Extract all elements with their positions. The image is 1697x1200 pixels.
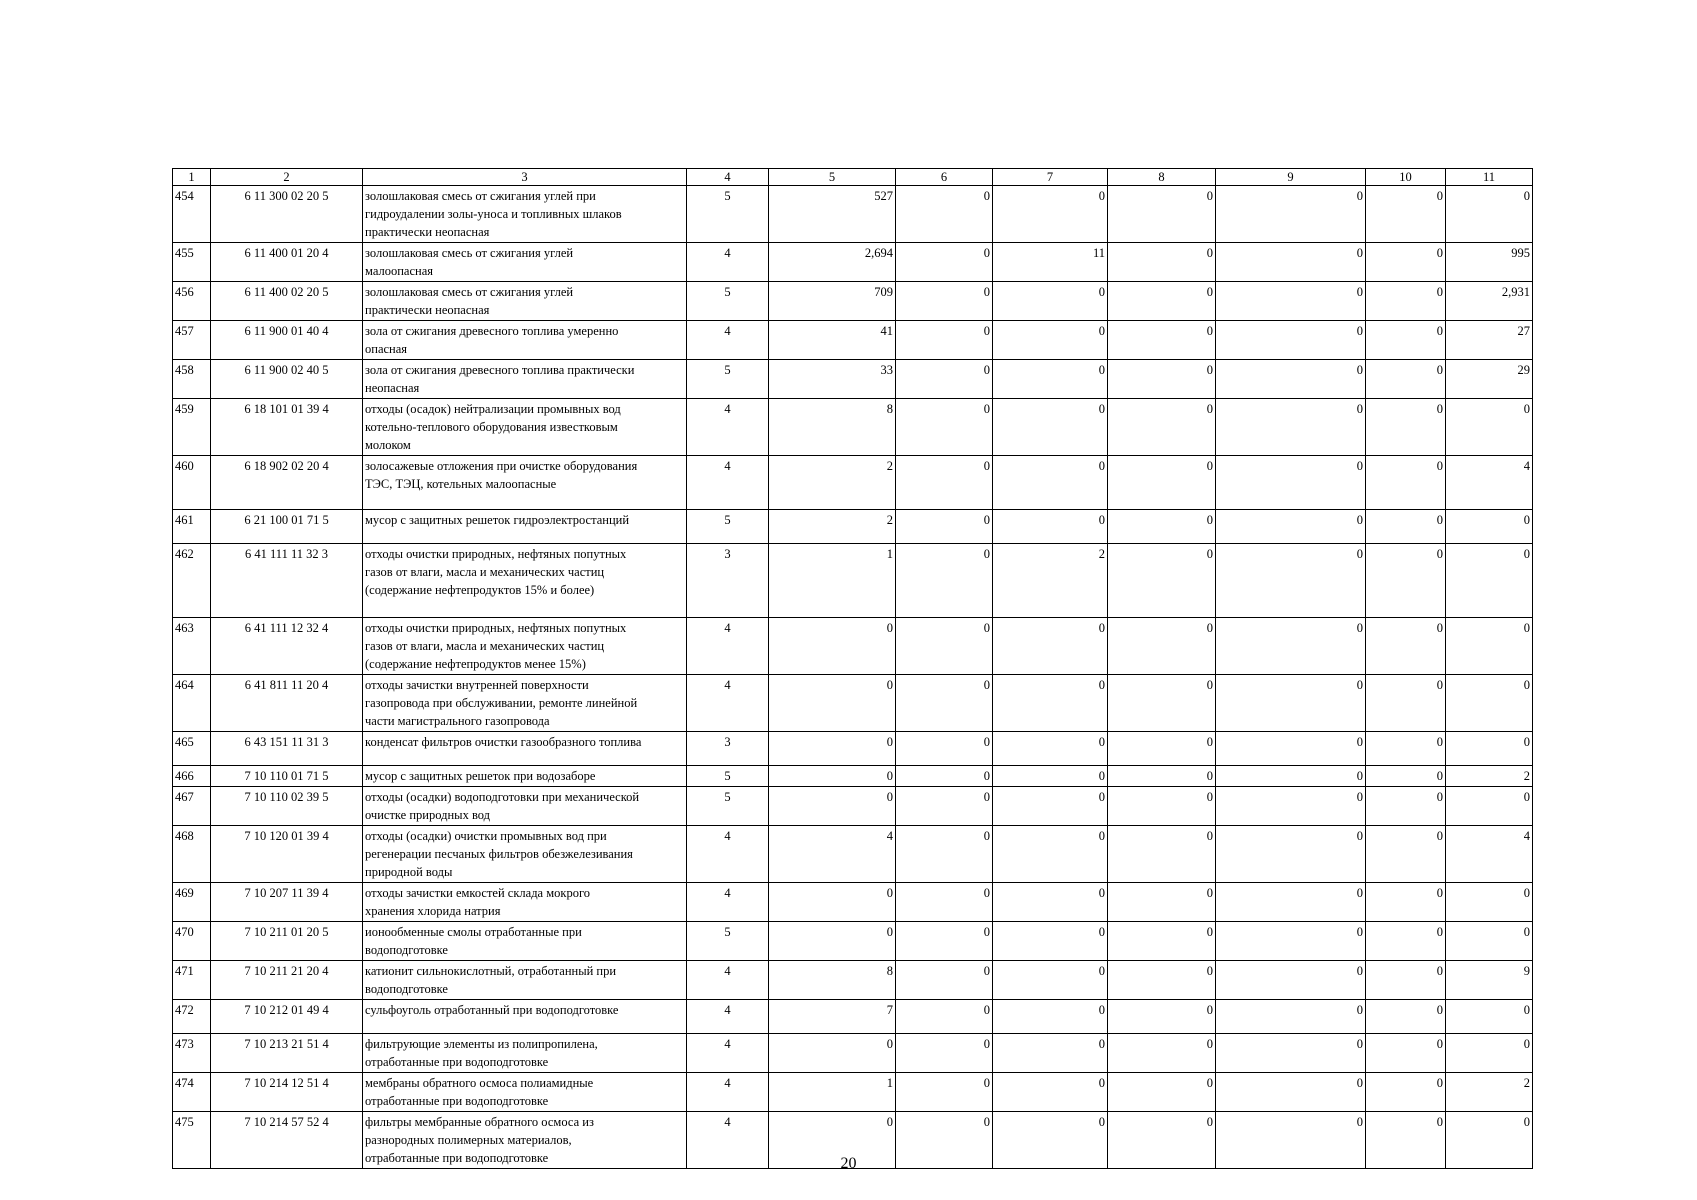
row-number-cell: 466 [173,766,211,787]
value-cell-11: 0 [1446,544,1533,618]
row-number-cell: 467 [173,787,211,826]
hazard-class-cell: 4 [687,883,769,922]
table-row [173,399,1533,456]
value-cell-11: 0 [1446,922,1533,961]
value-cell-6: 0 [896,510,993,544]
value-cell-8: 0 [1108,826,1216,883]
table-row [173,961,1533,1000]
waste-code-cell: 6 11 900 01 40 4 [211,321,363,360]
value-cell-10: 0 [1366,883,1446,922]
waste-code-cell: 6 18 101 01 39 4 [211,399,363,456]
value-cell-8: 0 [1108,186,1216,243]
value-cell-5: 41 [769,321,896,360]
value-cell-7: 0 [993,787,1108,826]
waste-code-cell: 6 41 111 12 32 4 [211,618,363,675]
value-cell-9: 0 [1216,321,1366,360]
value-cell-7: 0 [993,961,1108,1000]
value-cell-10: 0 [1366,321,1446,360]
waste-code-cell: 6 43 151 11 31 3 [211,732,363,766]
value-cell-10: 0 [1366,732,1446,766]
value-cell-5: 527 [769,186,896,243]
waste-name-cell: катионит сильнокислотный, отработанный при водоподготовке [363,961,687,1000]
value-cell-7: 0 [993,456,1108,510]
value-cell-9: 0 [1216,399,1366,456]
value-cell-9: 0 [1216,282,1366,321]
value-cell-11: 0 [1446,1000,1533,1034]
table-row [173,1000,1533,1034]
waste-table [172,168,1533,1169]
value-cell-9: 0 [1216,766,1366,787]
value-cell-8: 0 [1108,883,1216,922]
value-cell-6: 0 [896,1112,993,1169]
value-cell-11: 0 [1446,399,1533,456]
value-cell-6: 0 [896,1000,993,1034]
value-cell-8: 0 [1108,618,1216,675]
value-cell-5: 8 [769,961,896,1000]
value-cell-7: 0 [993,1000,1108,1034]
value-cell-9: 0 [1216,618,1366,675]
value-cell-7: 0 [993,1112,1108,1169]
value-cell-10: 0 [1366,1112,1446,1169]
column-header: 3 [363,169,687,186]
waste-code-cell: 6 41 111 11 32 3 [211,544,363,618]
waste-code-cell: 7 10 214 12 51 4 [211,1073,363,1112]
value-cell-10: 0 [1366,544,1446,618]
value-cell-8: 0 [1108,456,1216,510]
column-header: 5 [769,169,896,186]
value-cell-8: 0 [1108,360,1216,399]
waste-code-cell: 6 21 100 01 71 5 [211,510,363,544]
value-cell-6: 0 [896,1034,993,1073]
column-header: 4 [687,169,769,186]
value-cell-6: 0 [896,787,993,826]
value-cell-5: 2 [769,510,896,544]
value-cell-11: 0 [1446,186,1533,243]
table-row [173,456,1533,510]
value-cell-5: 0 [769,618,896,675]
value-cell-7: 0 [993,321,1108,360]
value-cell-5: 1 [769,1073,896,1112]
table-row [173,732,1533,766]
value-cell-6: 0 [896,321,993,360]
value-cell-6: 0 [896,732,993,766]
waste-name-cell: мусор с защитных решеток при водозаборе [363,766,687,787]
hazard-class-cell: 5 [687,922,769,961]
value-cell-10: 0 [1366,282,1446,321]
value-cell-6: 0 [896,766,993,787]
row-number-cell: 475 [173,1112,211,1169]
value-cell-10: 0 [1366,1000,1446,1034]
value-cell-7: 0 [993,922,1108,961]
value-cell-11: 0 [1446,732,1533,766]
value-cell-11: 9 [1446,961,1533,1000]
value-cell-7: 0 [993,360,1108,399]
value-cell-9: 0 [1216,510,1366,544]
value-cell-11: 0 [1446,1112,1533,1169]
value-cell-9: 0 [1216,675,1366,732]
hazard-class-cell: 4 [687,456,769,510]
value-cell-9: 0 [1216,1034,1366,1073]
value-cell-10: 0 [1366,399,1446,456]
value-cell-6: 0 [896,544,993,618]
column-header: 8 [1108,169,1216,186]
waste-code-cell: 6 11 300 02 20 5 [211,186,363,243]
value-cell-5: 2 [769,456,896,510]
value-cell-11: 2 [1446,766,1533,787]
hazard-class-cell: 4 [687,1073,769,1112]
value-cell-9: 0 [1216,456,1366,510]
value-cell-8: 0 [1108,1000,1216,1034]
value-cell-6: 0 [896,186,993,243]
value-cell-11: 29 [1446,360,1533,399]
hazard-class-cell: 5 [687,766,769,787]
value-cell-5: 0 [769,675,896,732]
hazard-class-cell: 4 [687,243,769,282]
row-number-cell: 455 [173,243,211,282]
value-cell-10: 0 [1366,1034,1446,1073]
table-row [173,510,1533,544]
value-cell-11: 0 [1446,883,1533,922]
value-cell-8: 0 [1108,732,1216,766]
value-cell-8: 0 [1108,1112,1216,1169]
table-row [173,922,1533,961]
value-cell-7: 0 [993,732,1108,766]
waste-name-cell: сульфоуголь отработанный при водоподготовке [363,1000,687,1034]
value-cell-6: 0 [896,618,993,675]
column-header: 1 [173,169,211,186]
value-cell-8: 0 [1108,282,1216,321]
value-cell-10: 0 [1366,243,1446,282]
value-cell-6: 0 [896,282,993,321]
value-cell-8: 0 [1108,510,1216,544]
hazard-class-cell: 3 [687,732,769,766]
hazard-class-cell: 5 [687,360,769,399]
value-cell-9: 0 [1216,883,1366,922]
value-cell-11: 995 [1446,243,1533,282]
waste-name-cell: фильтрующие элементы из полипропилена, отработанные при водоподготовке [363,1034,687,1073]
hazard-class-cell: 5 [687,787,769,826]
page-number: 20 [840,1155,857,1172]
waste-code-cell: 7 10 211 21 20 4 [211,961,363,1000]
hazard-class-cell: 4 [687,321,769,360]
waste-code-cell: 7 10 213 21 51 4 [211,1034,363,1073]
hazard-class-cell: 4 [687,1034,769,1073]
table-row [173,1073,1533,1112]
value-cell-9: 0 [1216,360,1366,399]
waste-name-cell: отходы очистки природных, нефтяных попутных газов от влаги, масла и механических частиц (содержание нефтепродуктов менее 15%) [363,618,687,675]
value-cell-11: 4 [1446,826,1533,883]
value-cell-11: 0 [1446,675,1533,732]
table-row [173,321,1533,360]
value-cell-10: 0 [1366,618,1446,675]
value-cell-10: 0 [1366,922,1446,961]
row-number-cell: 457 [173,321,211,360]
hazard-class-cell: 5 [687,282,769,321]
table-row [173,360,1533,399]
hazard-class-cell: 4 [687,1000,769,1034]
waste-name-cell: отходы (осадок) нейтрализации промывных вод котельно-теплового оборудования известковым молоком [363,399,687,456]
value-cell-6: 0 [896,922,993,961]
waste-code-cell: 6 11 400 01 20 4 [211,243,363,282]
value-cell-11: 0 [1446,1034,1533,1073]
value-cell-5: 0 [769,883,896,922]
value-cell-6: 0 [896,961,993,1000]
value-cell-10: 0 [1366,766,1446,787]
value-cell-9: 0 [1216,1073,1366,1112]
waste-name-cell: мембраны обратного осмоса полиамидные отработанные при водоподготовке [363,1073,687,1112]
waste-code-cell: 6 18 902 02 20 4 [211,456,363,510]
column-header: 6 [896,169,993,186]
value-cell-8: 0 [1108,321,1216,360]
row-number-cell: 463 [173,618,211,675]
row-number-cell: 468 [173,826,211,883]
waste-name-cell: конденсат фильтров очистки газообразного топлива [363,732,687,766]
value-cell-11: 2,931 [1446,282,1533,321]
column-header: 2 [211,169,363,186]
table-row [173,826,1533,883]
row-number-cell: 456 [173,282,211,321]
hazard-class-cell: 4 [687,1112,769,1169]
row-number-cell: 469 [173,883,211,922]
column-header: 10 [1366,169,1446,186]
value-cell-5: 7 [769,1000,896,1034]
waste-name-cell: отходы очистки природных, нефтяных попутных газов от влаги, масла и механических частиц (содержание нефтепродуктов 15% и более) [363,544,687,618]
value-cell-10: 0 [1366,1073,1446,1112]
value-cell-11: 27 [1446,321,1533,360]
waste-name-cell: золосажевые отложения при очистке оборудования ТЭС, ТЭЦ, котельных малоопасные [363,456,687,510]
waste-name-cell: золошлаковая смесь от сжигания углей практически неопасная [363,282,687,321]
row-number-cell: 458 [173,360,211,399]
value-cell-5: 4 [769,826,896,883]
waste-code-cell: 7 10 110 01 71 5 [211,766,363,787]
waste-name-cell: отходы зачистки внутренней поверхности газопровода при обслуживании, ремонте линейной части магистрального газопровода [363,675,687,732]
value-cell-7: 0 [993,1073,1108,1112]
row-number-cell: 459 [173,399,211,456]
row-number-cell: 472 [173,1000,211,1034]
waste-name-cell: отходы (осадки) водоподготовки при механической очистке природных вод [363,787,687,826]
value-cell-5: 709 [769,282,896,321]
value-cell-6: 0 [896,360,993,399]
header-row [173,169,1533,186]
value-cell-5: 2,694 [769,243,896,282]
value-cell-10: 0 [1366,826,1446,883]
value-cell-7: 0 [993,186,1108,243]
value-cell-8: 0 [1108,675,1216,732]
value-cell-5: 0 [769,1112,896,1169]
value-cell-10: 0 [1366,961,1446,1000]
value-cell-7: 11 [993,243,1108,282]
value-cell-10: 0 [1366,787,1446,826]
row-number-cell: 471 [173,961,211,1000]
value-cell-9: 0 [1216,544,1366,618]
column-header: 9 [1216,169,1366,186]
hazard-class-cell: 4 [687,399,769,456]
table-row [173,186,1533,243]
row-number-cell: 460 [173,456,211,510]
waste-code-cell: 7 10 120 01 39 4 [211,826,363,883]
value-cell-5: 33 [769,360,896,399]
value-cell-8: 0 [1108,243,1216,282]
waste-code-cell: 7 10 207 11 39 4 [211,883,363,922]
table-row [173,766,1533,787]
table-row [173,618,1533,675]
waste-code-cell: 7 10 214 57 52 4 [211,1112,363,1169]
value-cell-10: 0 [1366,510,1446,544]
waste-code-cell: 6 41 811 11 20 4 [211,675,363,732]
value-cell-9: 0 [1216,826,1366,883]
value-cell-5: 0 [769,922,896,961]
value-cell-11: 0 [1446,618,1533,675]
table-row [173,243,1533,282]
waste-name-cell: зола от сжигания древесного топлива практически неопасная [363,360,687,399]
row-number-cell: 465 [173,732,211,766]
waste-name-cell: мусор с защитных решеток гидроэлектростанций [363,510,687,544]
table-row [173,675,1533,732]
value-cell-9: 0 [1216,186,1366,243]
waste-code-cell: 7 10 211 01 20 5 [211,922,363,961]
value-cell-6: 0 [896,243,993,282]
value-cell-6: 0 [896,883,993,922]
value-cell-11: 0 [1446,510,1533,544]
value-cell-7: 0 [993,399,1108,456]
value-cell-7: 0 [993,826,1108,883]
waste-name-cell: золошлаковая смесь от сжигания углей малоопасная [363,243,687,282]
table-row [173,544,1533,618]
value-cell-5: 0 [769,766,896,787]
value-cell-7: 0 [993,618,1108,675]
value-cell-10: 0 [1366,186,1446,243]
row-number-cell: 474 [173,1073,211,1112]
value-cell-7: 0 [993,510,1108,544]
value-cell-5: 0 [769,787,896,826]
value-cell-7: 0 [993,675,1108,732]
waste-name-cell: фильтры мембранные обратного осмоса из разнородных полимерных материалов, отработанные при водоподготовке [363,1112,687,1169]
value-cell-7: 2 [993,544,1108,618]
value-cell-10: 0 [1366,675,1446,732]
value-cell-7: 0 [993,883,1108,922]
value-cell-6: 0 [896,456,993,510]
value-cell-8: 0 [1108,766,1216,787]
row-number-cell: 473 [173,1034,211,1073]
hazard-class-cell: 4 [687,675,769,732]
value-cell-6: 0 [896,399,993,456]
table-row [173,282,1533,321]
value-cell-9: 0 [1216,1000,1366,1034]
hazard-class-cell: 3 [687,544,769,618]
value-cell-8: 0 [1108,1034,1216,1073]
value-cell-5: 0 [769,732,896,766]
value-cell-8: 0 [1108,399,1216,456]
hazard-class-cell: 5 [687,186,769,243]
table-row [173,883,1533,922]
table-row [173,1034,1533,1073]
value-cell-11: 4 [1446,456,1533,510]
value-cell-7: 0 [993,1034,1108,1073]
value-cell-6: 0 [896,675,993,732]
column-header: 11 [1446,169,1533,186]
row-number-cell: 470 [173,922,211,961]
value-cell-5: 0 [769,1034,896,1073]
waste-name-cell: отходы (осадки) очистки промывных вод при регенерации песчаных фильтров обезжелезивания природной воды [363,826,687,883]
value-cell-9: 0 [1216,961,1366,1000]
waste-name-cell: золошлаковая смесь от сжигания углей при гидроудалении золы-уноса и топливных шлаков практически неопасная [363,186,687,243]
value-cell-8: 0 [1108,544,1216,618]
table-row [173,787,1533,826]
waste-code-cell: 7 10 110 02 39 5 [211,787,363,826]
value-cell-10: 0 [1366,456,1446,510]
column-header: 7 [993,169,1108,186]
value-cell-11: 2 [1446,1073,1533,1112]
waste-name-cell: зола от сжигания древесного топлива умеренно опасная [363,321,687,360]
value-cell-6: 0 [896,1073,993,1112]
value-cell-7: 0 [993,282,1108,321]
value-cell-8: 0 [1108,1073,1216,1112]
value-cell-10: 0 [1366,360,1446,399]
waste-name-cell: отходы зачистки емкостей склада мокрого хранения хлорида натрия [363,883,687,922]
value-cell-6: 0 [896,826,993,883]
value-cell-9: 0 [1216,922,1366,961]
value-cell-9: 0 [1216,732,1366,766]
value-cell-9: 0 [1216,1112,1366,1169]
value-cell-11: 0 [1446,787,1533,826]
waste-code-cell: 7 10 212 01 49 4 [211,1000,363,1034]
waste-code-cell: 6 11 900 02 40 5 [211,360,363,399]
row-number-cell: 454 [173,186,211,243]
value-cell-9: 0 [1216,787,1366,826]
waste-name-cell: ионообменные смолы отработанные при водоподготовке [363,922,687,961]
value-cell-8: 0 [1108,922,1216,961]
hazard-class-cell: 4 [687,826,769,883]
row-number-cell: 461 [173,510,211,544]
row-number-cell: 464 [173,675,211,732]
waste-code-cell: 6 11 400 02 20 5 [211,282,363,321]
value-cell-5: 8 [769,399,896,456]
value-cell-9: 0 [1216,243,1366,282]
hazard-class-cell: 4 [687,618,769,675]
value-cell-8: 0 [1108,961,1216,1000]
hazard-class-cell: 4 [687,961,769,1000]
row-number-cell: 462 [173,544,211,618]
value-cell-7: 0 [993,766,1108,787]
hazard-class-cell: 5 [687,510,769,544]
value-cell-8: 0 [1108,787,1216,826]
value-cell-5: 1 [769,544,896,618]
